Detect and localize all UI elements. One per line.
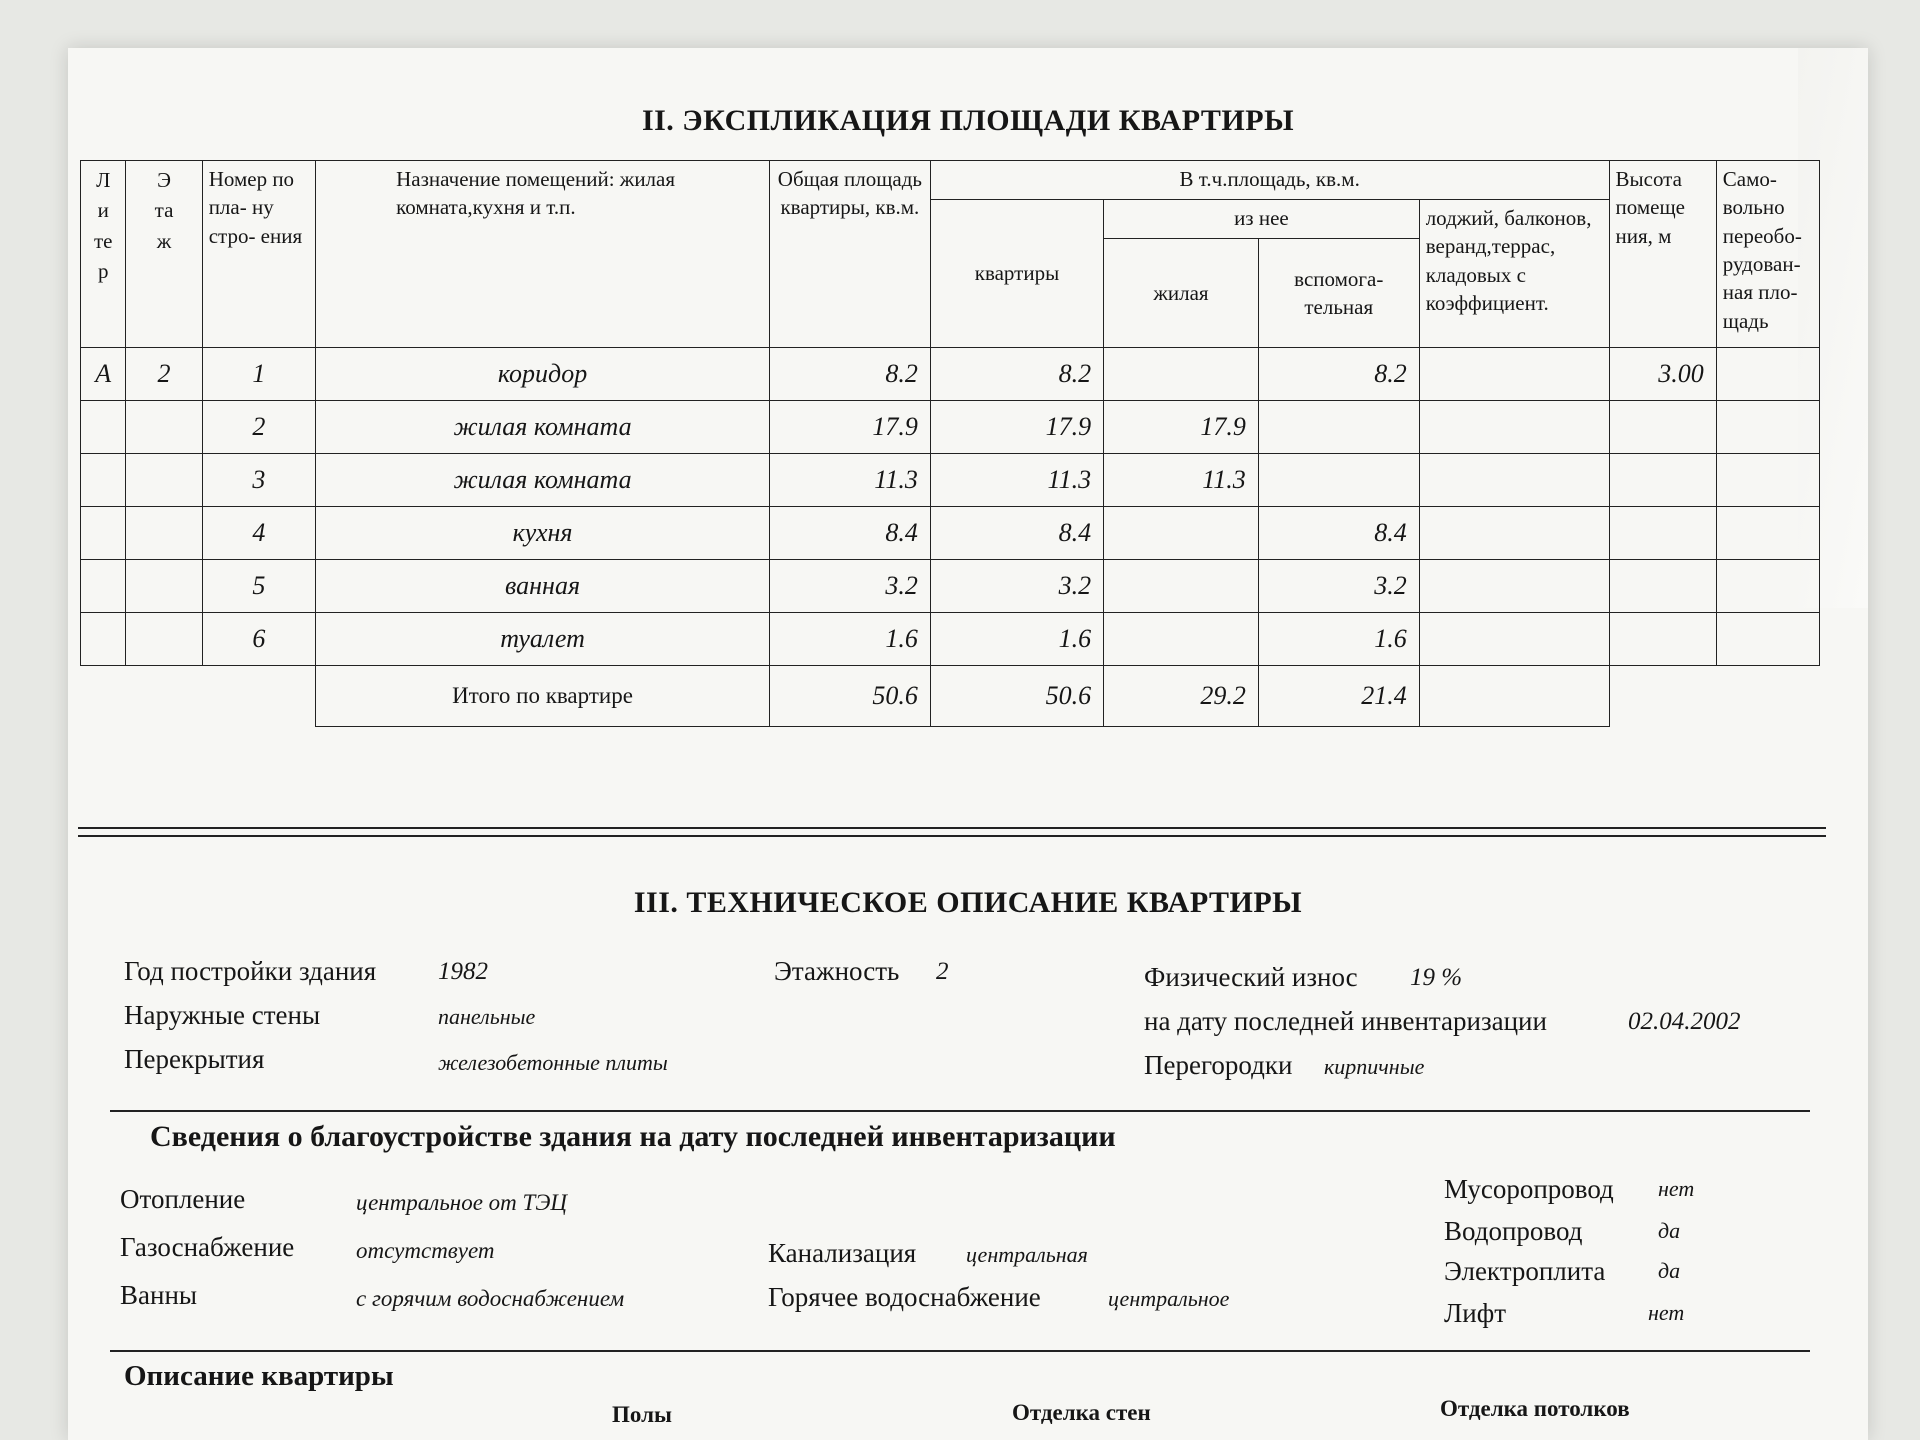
header-loggias: лоджий, балконов, веранд,террас, кладовых с коэффициент. — [1419, 200, 1609, 348]
table-row: 6 туалет 1.6 1.6 1.6 — [81, 613, 1820, 666]
table-row: 3 жилая комната 11.3 11.3 11.3 — [81, 454, 1820, 507]
heating-value: центральное от ТЭЦ — [356, 1190, 567, 1215]
table-row: А 2 1 коридор 8.2 8.2 8.2 3.00 — [81, 348, 1820, 401]
water-value: да — [1658, 1218, 1681, 1243]
stove-label: Электроплита — [1444, 1256, 1606, 1286]
floors-value: 2 — [936, 958, 949, 985]
divider-line — [110, 1350, 1810, 1352]
table-header-row — [81, 161, 1820, 200]
total-auxiliary: 21.4 — [1258, 666, 1419, 727]
gas-value: отсутствует — [356, 1238, 495, 1263]
divider-line — [110, 1110, 1810, 1112]
explication-table — [80, 160, 1820, 727]
chute-label: Мусоропровод — [1444, 1174, 1614, 1204]
year-label: Год постройки здания — [124, 956, 377, 986]
header-auxiliary: вспомога- тельная — [1258, 239, 1419, 348]
header-purpose: Назначение помещений: жилая комната,кухня и т.п. — [316, 161, 770, 348]
header-living: жилая — [1104, 239, 1259, 348]
header-plan-no: Номер по пла- ну стро- ения — [202, 161, 315, 348]
ceilings-value: железобетонные плиты — [438, 1050, 668, 1075]
inv-date-value: 02.04.2002 — [1628, 1008, 1741, 1035]
section-divider — [78, 827, 1826, 837]
hotwater-label: Горячее водоснабжение — [768, 1282, 1041, 1312]
partitions-label: Перегородки — [1144, 1050, 1293, 1080]
hotwater-value: центральное — [1108, 1286, 1230, 1311]
total-label: Итого по квартире — [316, 666, 770, 727]
baths-label: Ванны — [120, 1280, 198, 1310]
sewer-value: центральная — [966, 1242, 1088, 1267]
document-page — [68, 48, 1868, 1440]
header-apartment: квартиры — [930, 200, 1103, 348]
year-value: 1982 — [438, 958, 488, 985]
header-floor: Этаж — [126, 161, 202, 348]
total-living: 29.2 — [1104, 666, 1259, 727]
lift-value: нет — [1648, 1300, 1685, 1325]
total-apartment: 50.6 — [930, 666, 1103, 727]
lift-label: Лифт — [1444, 1298, 1507, 1328]
section2-title: II. ЭКСПЛИКАЦИЯ ПЛОЩАДИ КВАРТИРЫ — [641, 104, 1295, 137]
header-unauthorized: Само- вольно переобо- рудован- ная пло- щадь — [1716, 161, 1819, 348]
amenities-title: Сведения о благоустройстве здания на дату последней инвентаризации — [150, 1120, 1116, 1153]
wear-label: Физический износ — [1144, 962, 1358, 992]
baths-value: с горячим водоснабжением — [356, 1286, 625, 1311]
water-label: Водопровод — [1444, 1216, 1583, 1246]
inv-date-label: на дату последней инвентаризации — [1144, 1006, 1547, 1036]
header-liter: Литер — [81, 161, 126, 348]
floors-label: Этажность — [774, 956, 900, 986]
table-total-row — [81, 666, 1820, 727]
total-area: 50.6 — [769, 666, 930, 727]
apartment-desc-title: Описание квартиры — [124, 1360, 394, 1392]
ceilings-column-header: Отделка потолков — [1440, 1396, 1630, 1421]
table-row: 5 ванная 3.2 3.2 3.2 — [81, 560, 1820, 613]
wear-value: 19 % — [1410, 964, 1463, 991]
floors-column-header: Полы — [612, 1402, 672, 1427]
sewer-label: Канализация — [768, 1238, 917, 1268]
gas-label: Газоснабжение — [120, 1232, 295, 1262]
walls-value: панельные — [438, 1004, 536, 1029]
table-row: 2 жилая комната 17.9 17.9 17.9 — [81, 401, 1820, 454]
section3-title: III. ТЕХНИЧЕСКОЕ ОПИСАНИЕ КВАРТИРЫ — [633, 886, 1303, 919]
header-total-area: Общая площадь квартиры, кв.м. — [769, 161, 930, 348]
walls-column-header: Отделка стен — [1012, 1400, 1151, 1425]
partitions-value: кирпичные — [1324, 1054, 1425, 1079]
ceilings-label: Перекрытия — [124, 1044, 265, 1074]
header-of-which: из нее — [1104, 200, 1420, 239]
header-height: Высота помеще ния, м — [1609, 161, 1716, 348]
chute-value: нет — [1658, 1176, 1695, 1201]
walls-label: Наружные стены — [124, 1000, 321, 1030]
header-incl: В т.ч.площадь, кв.м. — [930, 161, 1609, 200]
table-row: 4 кухня 8.4 8.4 8.4 — [81, 507, 1820, 560]
heating-label: Отопление — [120, 1184, 246, 1214]
stove-value: да — [1658, 1258, 1681, 1283]
